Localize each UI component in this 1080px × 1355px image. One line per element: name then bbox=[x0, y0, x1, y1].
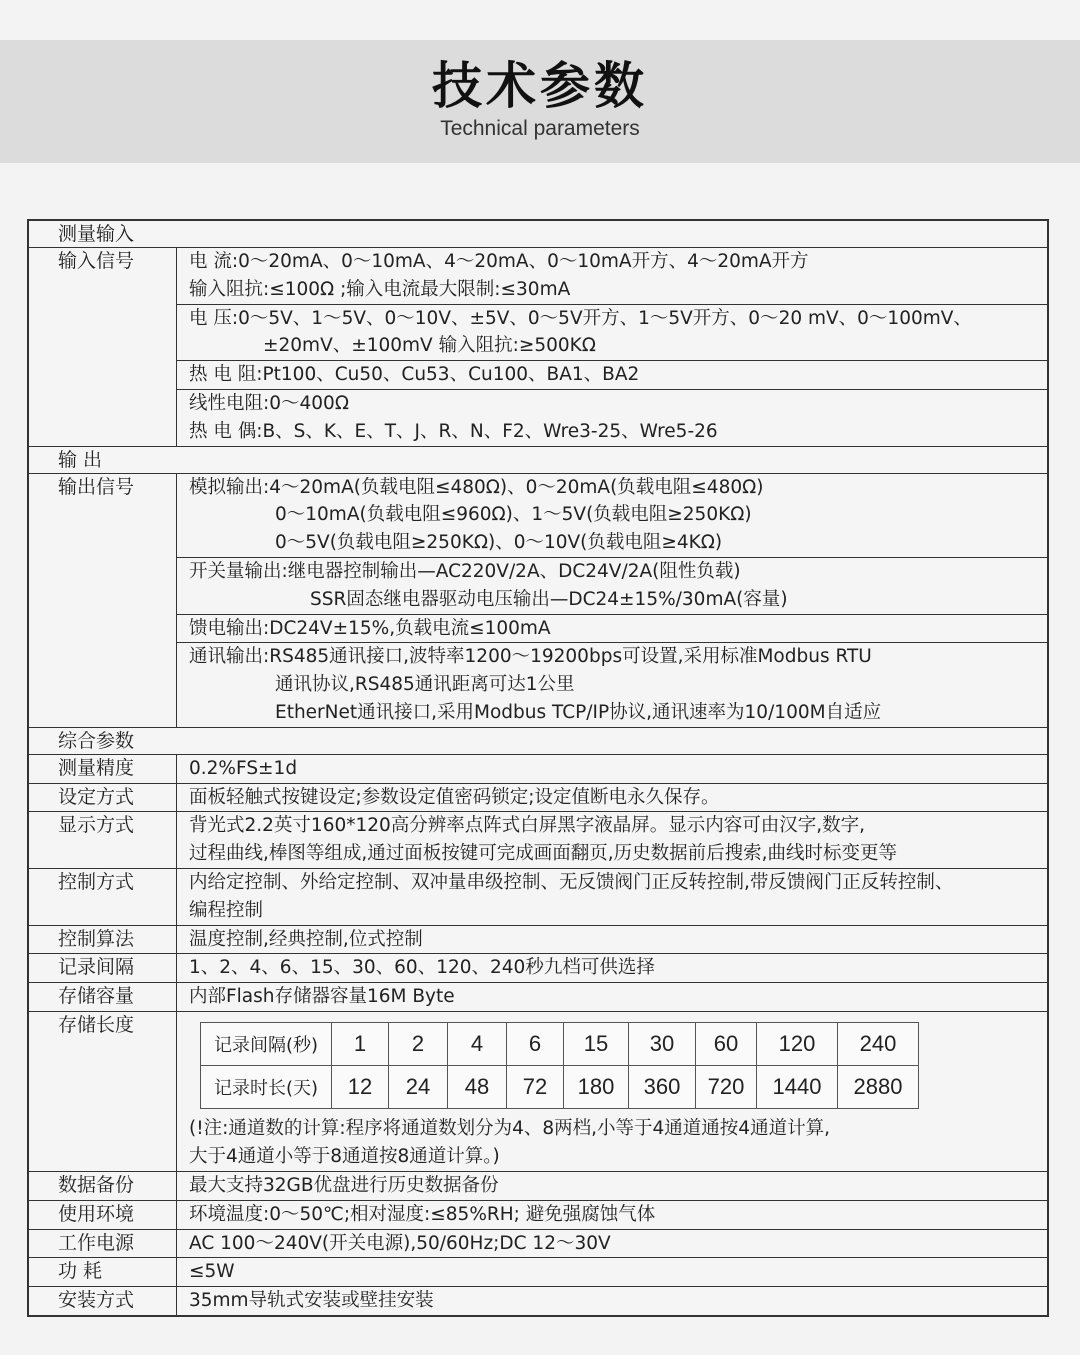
row-value: 内部Flash存储器容量16M Byte bbox=[189, 986, 455, 1008]
sub-rtd bbox=[177, 360, 1047, 389]
row-display bbox=[29, 811, 1047, 868]
interval-cell: 240 bbox=[838, 1022, 919, 1065]
row-value: 35mm导轨式安装或壁挂安装 bbox=[189, 1290, 434, 1312]
header-banner bbox=[0, 40, 1080, 163]
storage-length-table bbox=[200, 1022, 919, 1109]
spec-table bbox=[27, 219, 1049, 1317]
row-power bbox=[29, 1229, 1047, 1258]
section-measure-input bbox=[29, 221, 1047, 247]
row-label: 记录间隔 bbox=[29, 954, 177, 982]
row-label: 数据备份 bbox=[29, 1172, 177, 1200]
section-label: 测量输入 bbox=[58, 223, 135, 245]
row-interval bbox=[29, 953, 1047, 982]
row-algorithm bbox=[29, 925, 1047, 954]
text-line: ±20mV、±100mV 输入阻抗:≥500KΩ bbox=[263, 335, 596, 357]
row-input-signal bbox=[29, 247, 1047, 446]
duration-cell: 1440 bbox=[757, 1065, 838, 1108]
row-value: 1、2、4、6、15、30、60、120、240秒九档可供选择 bbox=[189, 957, 655, 979]
duration-cell: 180 bbox=[564, 1065, 629, 1108]
row-value: 面板轻触式按键设定;参数设定值密码锁定;设定值断电永久保存。 bbox=[189, 786, 720, 808]
duration-cell: 72 bbox=[507, 1065, 564, 1108]
section-general bbox=[29, 727, 1047, 754]
row-label: 工作电源 bbox=[29, 1230, 177, 1258]
row-value: ≤5W bbox=[189, 1261, 235, 1283]
text-line: EtherNet通讯接口,采用Modbus TCP/IP协议,通讯速率为10/100M自适应 bbox=[275, 701, 882, 723]
interval-cell: 6 bbox=[507, 1022, 564, 1065]
sub-switch bbox=[177, 557, 1047, 614]
duration-cell: 48 bbox=[448, 1065, 507, 1108]
text-line: 电 流:0～20mA、0～10mA、4～20mA、0～10mA开方、4～20mA开方 bbox=[189, 251, 809, 272]
row-label: 控制算法 bbox=[29, 926, 177, 954]
text-line: 电 压:0～5V、1～5V、0～10V、±5V、0～5V开方、1～5V开方、0～20 mV、0～100mV、 bbox=[189, 307, 972, 329]
row-label: 使用环境 bbox=[29, 1201, 177, 1229]
text-line: 通讯输出:RS485通讯接口,波特率1200～19200bps可设置,采用标准Modbus RTU bbox=[189, 646, 872, 668]
interval-cell: 4 bbox=[448, 1022, 507, 1065]
interval-cell: 2 bbox=[389, 1022, 448, 1065]
interval-cell: 30 bbox=[629, 1022, 696, 1065]
sub-voltage bbox=[177, 304, 1047, 361]
text-line: 线性电阻:0～400Ω bbox=[189, 392, 349, 414]
sub-feed bbox=[177, 614, 1047, 643]
storage-note: 大于4通道小等于8通道按8通道计算。) bbox=[189, 1145, 500, 1167]
page-subtitle: Technical parameters bbox=[440, 117, 640, 140]
row-value: 编程控制 bbox=[189, 899, 264, 921]
sub-linear bbox=[177, 389, 1047, 446]
interval-cell: 15 bbox=[564, 1022, 629, 1065]
row-capacity bbox=[29, 982, 1047, 1011]
text-line: 馈电输出:DC24V±15%,负载电流≤100mA bbox=[189, 617, 551, 639]
row-label: 输入信号 bbox=[29, 248, 177, 446]
text-line: 0～5V(负载电阻≥250KΩ)、0～10V(负载电阻≥4KΩ) bbox=[275, 532, 723, 554]
row-consumption bbox=[29, 1257, 1047, 1286]
interval-header: 记录间隔(秒) bbox=[201, 1022, 332, 1065]
sub-analog bbox=[177, 474, 1047, 557]
row-value: AC 100～240V(开关电源),50/60Hz;DC 12～30V bbox=[189, 1232, 611, 1254]
row-value: 0.2%FS±1d bbox=[189, 757, 298, 779]
interval-cell: 120 bbox=[757, 1022, 838, 1065]
section-label: 综合参数 bbox=[58, 729, 135, 752]
row-environment bbox=[29, 1200, 1047, 1229]
duration-header: 记录时长(天) bbox=[201, 1065, 332, 1108]
section-label: 输 出 bbox=[58, 448, 103, 471]
section-output bbox=[29, 446, 1047, 473]
storage-note: (!注:通道数的计算:程序将通道数划分为4、8两档,小等于4通道通按4通道计算, bbox=[189, 1117, 830, 1139]
row-label: 输出信号 bbox=[29, 474, 177, 727]
row-value: 背光式2.2英寸160*120高分辨率点阵式白屏黑字液晶屏。显示内容可由汉字,数字, bbox=[189, 815, 866, 837]
row-label: 控制方式 bbox=[29, 869, 177, 925]
text-line: 输入阻抗:≤100Ω ;输入电流最大限制:≤30mA bbox=[189, 278, 571, 300]
row-setting bbox=[29, 783, 1047, 812]
duration-cell: 360 bbox=[629, 1065, 696, 1108]
row-value: 过程曲线,棒图等组成,通过面板按键可完成画面翻页,历史数据前后搜索,曲线时标变更等 bbox=[189, 843, 898, 865]
row-install bbox=[29, 1286, 1047, 1315]
text-line: 热 电 阻:Pt100、Cu50、Cu53、Cu100、BA1、BA2 bbox=[189, 364, 640, 386]
duration-cell: 720 bbox=[696, 1065, 757, 1108]
page-title: 技术参数 bbox=[432, 57, 648, 115]
duration-cell: 2880 bbox=[838, 1065, 919, 1108]
row-label: 功 耗 bbox=[29, 1258, 177, 1286]
duration-cell: 12 bbox=[332, 1065, 389, 1108]
row-label: 安装方式 bbox=[29, 1287, 177, 1315]
row-label: 设定方式 bbox=[29, 784, 177, 812]
row-value: 环境温度:0～50℃;相对湿度:≤85%RH; 避免强腐蚀气体 bbox=[189, 1203, 656, 1225]
row-label: 显示方式 bbox=[29, 812, 177, 868]
duration-cell: 24 bbox=[389, 1065, 448, 1108]
row-value: 最大支持32GB优盘进行历史数据备份 bbox=[189, 1174, 499, 1196]
row-label: 存储长度 bbox=[29, 1012, 177, 1171]
row-backup bbox=[29, 1171, 1047, 1200]
text-line: 开关量输出:继电器控制输出—AC220V/2A、DC24V/2A(阻性负载) bbox=[189, 560, 741, 582]
row-storage-length bbox=[29, 1011, 1047, 1171]
row-output-signal bbox=[29, 473, 1047, 727]
text-line: 热 电 偶:B、S、K、E、T、J、R、N、F2、Wre3-25、Wre5-26 bbox=[189, 420, 718, 442]
row-accuracy bbox=[29, 754, 1047, 783]
text-line: SSR固态继电器驱动电压输出—DC24±15%/30mA(容量) bbox=[310, 588, 788, 610]
text-line: 通讯协议,RS485通讯距离可达1公里 bbox=[275, 674, 575, 696]
row-label: 存储容量 bbox=[29, 983, 177, 1011]
interval-row bbox=[201, 1022, 919, 1065]
sub-comm bbox=[177, 642, 1047, 726]
row-label: 测量精度 bbox=[29, 755, 177, 783]
interval-cell: 1 bbox=[332, 1022, 389, 1065]
interval-cell: 60 bbox=[696, 1022, 757, 1065]
row-value: 内给定控制、外给定控制、双冲量串级控制、无反馈阀门正反转控制,带反馈阀门正反转控制、 bbox=[189, 871, 954, 893]
sub-current bbox=[177, 248, 1047, 304]
row-control bbox=[29, 868, 1047, 925]
text-line: 模拟输出:4～20mA(负载电阻≤480Ω)、0～20mA(负载电阻≤480Ω) bbox=[189, 476, 764, 498]
text-line: 0～10mA(负载电阻≤960Ω)、1～5V(负载电阻≥250KΩ) bbox=[275, 504, 752, 526]
row-value: 温度控制,经典控制,位式控制 bbox=[189, 928, 423, 950]
duration-row bbox=[201, 1065, 919, 1108]
